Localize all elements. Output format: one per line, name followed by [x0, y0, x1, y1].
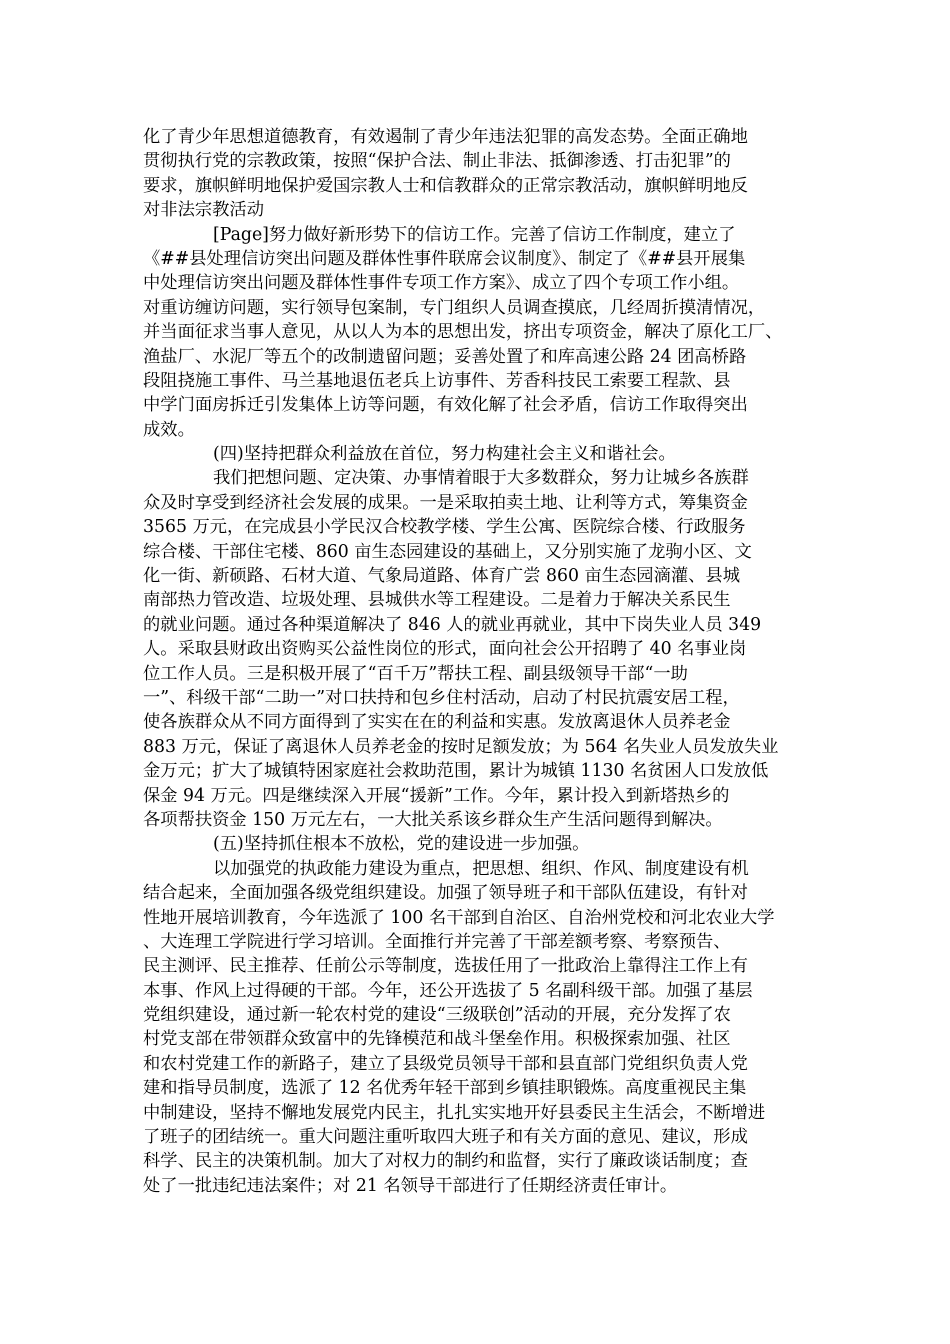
text-line: 村党支部在带领群众致富中的先锋模范和战斗堡垒作用。积极探索加强、社区	[143, 1029, 731, 1050]
text-line: 各项帮扶资金 150 万元左右，一大批关系该乡群众生产生活问题得到解决。	[143, 809, 723, 830]
text-line: 段阻挠施工事件、马兰基地退伍老兵上访事件、芳香科技民工索要工程款、县	[143, 370, 731, 391]
text-line: 对非法宗教活动	[143, 200, 264, 221]
text-line: 3565 万元，在完成县小学民汉合校教学楼、学生公寓、医院综合楼、行政服务	[143, 517, 746, 538]
text-line: 党组织建设，通过新一轮农村党的建设“三级联创”活动的开展，充分发挥了农	[143, 1005, 731, 1026]
text-line: 性地开展培训教育，今年选派了 100 名干部到自治区、自治州党校和河北农业大学	[143, 907, 775, 928]
text-line: 渔盐厂、水泥厂等五个的改制遗留问题；妥善处置了和库高速公路 24 团高桥路	[143, 346, 747, 367]
text-line: 建和指导员制度，选派了 12 名优秀年轻干部到乡镇挂职锻炼。高度重视民主集	[143, 1078, 747, 1099]
text-line: 中制建设，坚持不懈地发展党内民主，扎扎实实地开好县委民主生活会，不断增进	[143, 1102, 766, 1123]
text-line: 成效。	[143, 419, 195, 440]
text-line: 金万元；扩大了城镇特困家庭社会救助范围，累计为城镇 1130 名贫困人口发放低	[143, 761, 769, 782]
text-line: 中学门面房拆迁引发集体上访等问题，有效化解了社会矛盾，信访工作取得突出	[143, 395, 748, 416]
text-line: 和农村党建工作的新路子，建立了县级党员领导干部和县直部门党组织负责人党	[143, 1053, 748, 1074]
text-line: 人。采取县财政出资购买公益性岗位的形式，面向社会公开招聘了 40 名事业岗	[143, 639, 747, 660]
text-line: 处了一批违纪违法案件；对 21 名领导干部进行了任期经济责任审计。	[143, 1175, 678, 1196]
text-line: 一”、科级干部“二助一”对口扶持和包乡住村活动，启动了村民抗震安居工程，	[143, 687, 740, 708]
paragraph-first-line: (四)坚持把群众利益放在首位，努力构建社会主义和谐社会。	[213, 444, 676, 465]
text-line: 883 万元，保证了离退休人员养老金的按时足额发放；为 564 名失业人员发放失业	[143, 736, 779, 757]
text-line: 《##县处理信访突出问题及群体性事件联席会议制度》、制定了《##县开展集	[143, 248, 746, 269]
text-line: 中处理信访突出问题及群体性事件专项工作方案》、成立了四个专项工作小组。	[143, 273, 740, 294]
paragraph-first-line: [Page]努力做好新形势下的信访工作。完善了信访工作制度，建立了	[213, 224, 736, 245]
text-line: 对重访缠访问题，实行领导包案制，专门组织人员调查摸底，几经周折摸清情况，	[143, 297, 766, 318]
text-line: 要求，旗帜鲜明地保护爱国宗教人士和信教群众的正常宗教活动，旗帜鲜明地反	[143, 175, 748, 196]
text-line: 了班子的团结统一。重大问题注重听取四大班子和有关方面的意见、建议，形成	[143, 1127, 748, 1148]
text-line: 众及时享受到经济社会发展的成果。一是采取拍卖土地、让利等方式，筹集资金	[143, 492, 748, 513]
text-line: 化一街、新硕路、石材大道、气象局道路、体育广尝 860 亩生态园滴灌、县城	[143, 566, 740, 587]
text-line: 化了青少年思想道德教育，有效遏制了青少年违法犯罪的高发态势。全面正确地	[143, 127, 748, 147]
text-line: 、大连理工学院进行学习培训。全面推行并完善了干部差额考察、考察预告、	[143, 931, 731, 952]
text-line: 的就业问题。通过各种渠道解决了 846 人的就业再就业，其中下岗失业人员 349	[143, 614, 762, 635]
paragraph-first-line: 我们把想问题、定决策、办事情着眼于大多数群众，努力让城乡各族群	[213, 468, 749, 489]
text-line: 民主测评、民主推荐、任前公示等制度，选拔任用了一批政治上靠得注工作上有	[143, 956, 748, 977]
paragraph-first-line: (五)坚持抓住根本不放松，党的建设进一步加强。	[213, 834, 590, 855]
text-line: 并当面征求当事人意见，从以人为本的思想出发，挤出专项资金，解决了原化工厂、	[143, 322, 783, 343]
text-line: 贯彻执行党的宗教政策，按照“保护合法、制止非法、抵御渗透、打击犯罪”的	[143, 151, 731, 172]
text-line: 使各族群众从不同方面得到了实实在在的利益和实惠。发放离退休人员养老金	[143, 712, 731, 733]
text-line: 保金 94 万元。四是继续深入开展“援新”工作。今年，累计投入到新塔热乡的	[143, 785, 730, 806]
text-line: 本事、作风上过得硬的干部。今年，还公开选拔了 5 名副科级干部。加强了基层	[143, 980, 753, 1001]
text-line: 科学、民主的决策机制。加大了对权力的制约和监督，实行了廉政谈话制度；查	[143, 1151, 748, 1172]
text-line: 综合楼、干部住宅楼、860 亩生态园建设的基础上，又分别实施了龙驹小区、文	[143, 541, 752, 562]
paragraph-first-line: 以加强党的执政能力建设为重点，把思想、组织、作风、制度建设有机	[213, 858, 749, 879]
document-body	[143, 125, 815, 1198]
text-line: 南部热力管改造、垃圾处理、县城供水等工程建设。二是着力于解决关系民生	[143, 590, 731, 611]
text-line: 位工作人员。三是积极开展了“百千万”帮扶工程、副县级领导干部“一助	[143, 663, 688, 684]
text-line: 结合起来，全面加强各级党组织建设。加强了领导班子和干部队伍建设，有针对	[143, 883, 748, 904]
